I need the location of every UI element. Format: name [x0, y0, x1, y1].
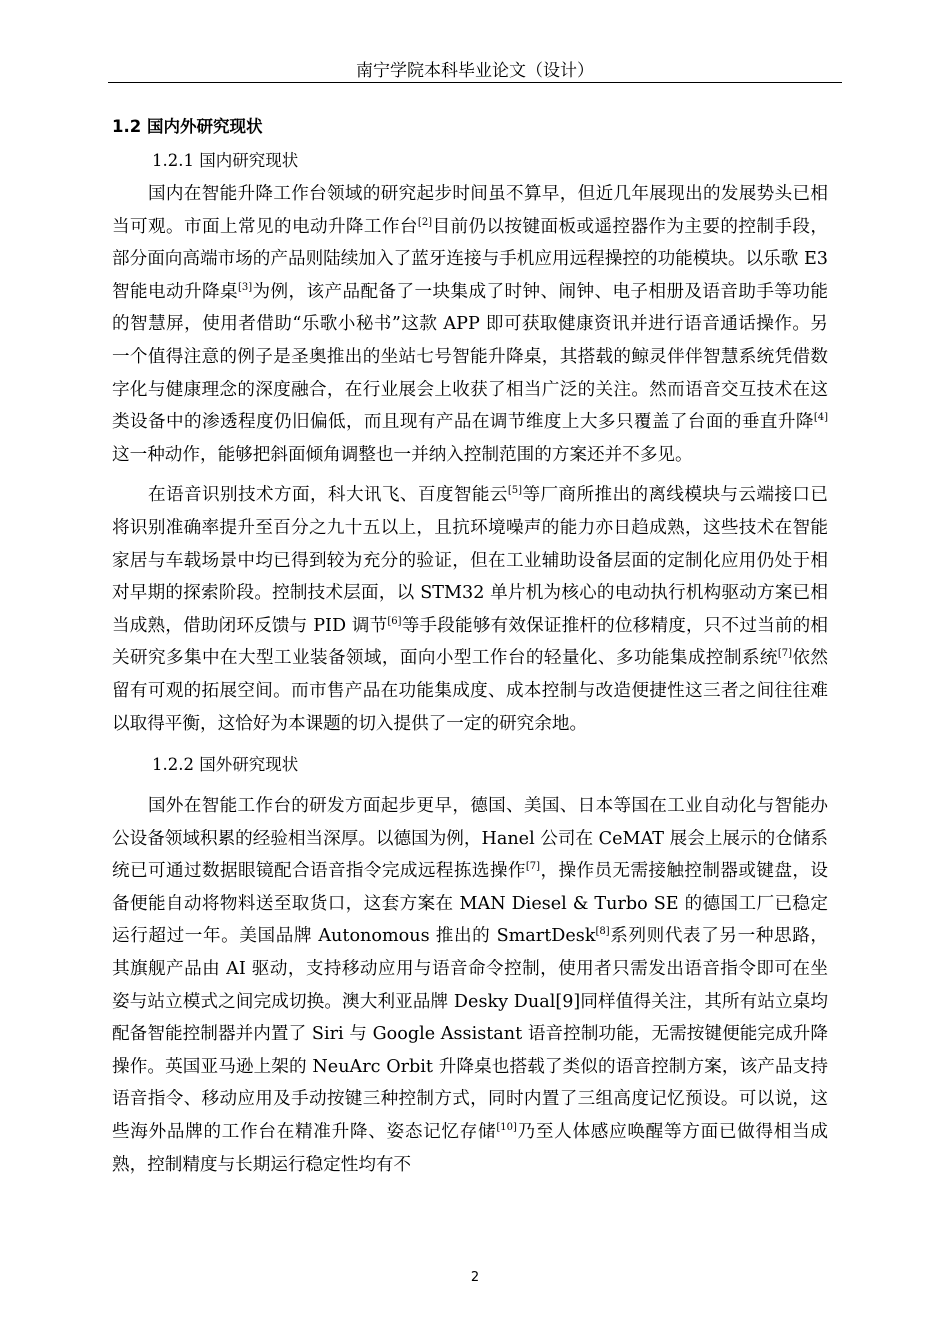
text-run: 等厂商所推出的离线模块与云端接口已将识别准确率提升至百分之九十五以上，且抗环境噪声的能力亦日趋成熟，这些技术在智能家居与车载场景中均已得到较为充分的验证，但在工业辅助设备层面的定制化应用仍处于相对早期的探索阶段。控制技术层面，以 STM32 单片机为核心的电动执行机构驱动方案已相当成熟，借助闭环反馈与 PID 调节 — [112, 485, 828, 636]
section-heading: 1.2 国内外研究现状 — [112, 117, 263, 136]
citation: [10] — [496, 1122, 517, 1134]
subsection-heading-domestic: 1.2.1 国内研究现状 — [152, 151, 299, 170]
text-run: 乃至人体感应唤醒等方面已做得相当成熟，控制精度与长期运行稳定性均有不 — [112, 1122, 828, 1175]
text-run: 国内在智能升降工作台领域的研究起步时间虽不算早，但近几年展现出的发展势头已相当可观。市面上常见的电动升降工作台 — [112, 184, 828, 237]
paragraph-domestic-1 — [112, 178, 828, 471]
citation: [7] — [525, 861, 541, 873]
text-run: 目前仍以按键面板或遥控器作为主要的控制手段，部分面向高端市场的产品则陆续加入了蓝牙连接与手机应用远程操控的功能模块。以乐歌 E3 智能电动升降桌 — [112, 216, 828, 302]
subsection-heading-foreign: 1.2.2 国外研究现状 — [152, 755, 299, 775]
text-run: 依然留有可观的拓展空间。而市售产品在功能集成度、成本控制与改造便捷性这三者之间往往难以取得平衡，这恰好为本课题的切入提供了一定的研究余地。 — [112, 648, 828, 734]
paragraph-domestic-2 — [112, 479, 828, 740]
citation: [8] — [595, 926, 610, 938]
header-rule — [108, 82, 842, 83]
citation: [5] — [507, 485, 523, 497]
running-header: 南宁学院本科毕业论文（设计） — [356, 61, 594, 81]
citation: [6] — [387, 615, 402, 627]
citation: [4] — [813, 412, 828, 424]
text-run: 为例，该产品配备了一块集成了时钟、闹钟、电子相册及语音助手等功能的智慧屏，使用者借助“乐歌小秘书”这款 APP 即可获取健康资讯并进行语音通话操作。另一个值得注意的例子是圣奥推出的坐站七号智能升降桌，其搭载的鲸灵伴伴智慧系统凭借数字化与健康理念的深度融合，在行业展会上收获了相当广泛的关注。然而语音交互技术在这类设备中的渗透程度仍旧偏低，而且现有产品在调节维度上大多只覆盖了台面的垂直升降 — [112, 281, 828, 433]
text-run: 国外在智能工作台的研发方面起步更早，德国、美国、日本等国在工业自动化与智能办公设备领域积累的经验相当深厚。以德国为例，Hanel 公司在 CeMAT 展会上展示的仓储系统已可通过数据眼镜配合语音指令完成远程拣选操作 — [112, 796, 828, 882]
page-body — [112, 110, 828, 1181]
text-run: ，操作员无需接触控制器或键盘，设备便能自动将物料送至取货口，这套方案在 MAN Diesel & Turbo SE 的德国工厂已稳定运行超过一年。美国品牌 Autonomous 推出的 SmartDesk — [112, 861, 828, 947]
text-run: 在语音识别技术方面，科大讯飞、百度智能云 — [148, 485, 508, 506]
paragraph-foreign-1 — [112, 790, 828, 1181]
text-run: 等手段能够有效保证推杆的位移精度，只不过当前的相关研究多集中在大型工业装备领域，面向小型工作台的轻量化、多功能集成控制系统 — [112, 615, 828, 669]
citation: [2] — [417, 216, 433, 228]
citation: [3] — [237, 281, 253, 293]
text-run: 这一种动作，能够把斜面倾角调整也一并纳入控制范围的方案还并不多见。 — [112, 444, 693, 465]
text-run: 系列则代表了另一种思路，其旗舰产品由 AI 驱动，支持移动应用与语音命令控制，使用者只需发出语音指令即可在坐姿与站立模式之间完成切换。澳大利亚品牌 Desky Dual[9]同样值得关注，其所有站立桌均配备智能控制器并内置了 Siri 与 Google Assistant 语音控制功能，无需按键便能完成升降操作。英国亚马逊上架的 NeuArc Orbit 升降桌也搭载了类似的语音控制方案，该产品支持语音指令、移动应用及手动按键三种控制方式，同时内置了三组高度记忆预设。可以说，这些海外品牌的工作台在精准升降、姿态记忆存储 — [112, 926, 828, 1143]
citation: [7] — [777, 648, 792, 660]
page-number: 2 — [470, 1270, 480, 1285]
